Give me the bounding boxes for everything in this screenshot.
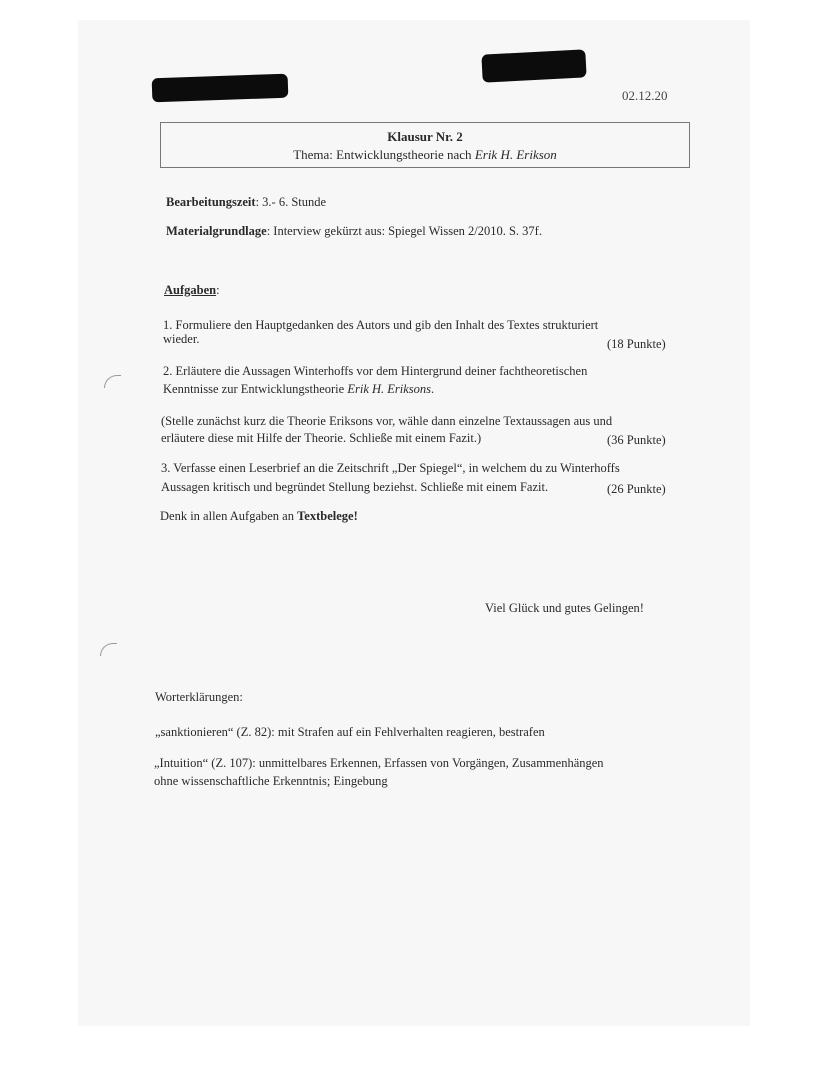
task2-line2-name: Erik H. Eriksons bbox=[347, 382, 432, 396]
title-box bbox=[160, 122, 690, 168]
working-time-label: Bearbeitungszeit bbox=[166, 195, 256, 209]
glossary-entry-sanktionieren: „sanktionieren“ (Z. 82): mit Strafen auf ein Fehlverhalten reagieren, bestrafen bbox=[155, 725, 545, 739]
working-time bbox=[166, 195, 326, 210]
reminder-prefix: Denk in allen Aufgaben an bbox=[160, 509, 298, 523]
task3-line1: 3. Verfasse einen Leserbrief an die Zeitschrift „Der Spiegel“, in welchem du zu Winterhoffs bbox=[161, 461, 620, 475]
task2-line1: 2. Erläutere die Aussagen Winterhoffs vor dem Hintergrund deiner fachtheoretischen bbox=[163, 364, 588, 378]
material-label: Materialgrundlage bbox=[166, 224, 267, 238]
task1-points: (18 Punkte) bbox=[607, 337, 666, 351]
material-basis bbox=[166, 224, 542, 239]
reminder-bold: Textbelege! bbox=[297, 509, 358, 523]
task2-note-line1: (Stelle zunächst kurz die Theorie Eriksons vor, wähle dann einzelne Textaussagen aus und bbox=[161, 414, 613, 428]
redacted-name-left bbox=[152, 74, 289, 103]
material-value: : Interview gekürzt aus: Spiegel Wissen 2/2010. S. 37f. bbox=[266, 224, 542, 238]
task2-line2-prefix: Kenntnisse zur Entwicklungstheorie bbox=[163, 382, 348, 396]
tasks-heading bbox=[164, 283, 220, 298]
task2-line2 bbox=[163, 382, 434, 397]
task1-line2: wieder. bbox=[163, 332, 200, 346]
exam-topic bbox=[161, 147, 689, 163]
closing-wish: Viel Glück und gutes Gelingen! bbox=[485, 601, 644, 615]
working-time-value: : 3.- 6. Stunde bbox=[255, 195, 327, 209]
exam-date: 02.12.20 bbox=[622, 88, 668, 103]
tasks-heading-colon: : bbox=[216, 283, 220, 297]
glossary-heading: Worterklärungen: bbox=[155, 690, 243, 704]
redacted-name-right bbox=[481, 49, 586, 82]
glossary-entry-intuition-line1: „Intuition“ (Z. 107): unmittelbares Erkennen, Erfassen von Vorgängen, Zusammenhängen bbox=[154, 756, 604, 770]
task1-line1: 1. Formuliere den Hauptgedanken des Autors und gib den Inhalt des Textes strukturiert bbox=[163, 318, 599, 332]
task2-line2-suffix: . bbox=[431, 382, 435, 396]
topic-name: Erik H. Erikson bbox=[474, 147, 557, 162]
exam-title: Klausur Nr. 2 bbox=[387, 129, 463, 144]
task3-points: (26 Punkte) bbox=[607, 482, 666, 496]
tasks-heading-text: Aufgaben bbox=[164, 283, 217, 297]
task2-note-line2: erläutere diese mit Hilfe der Theorie. Schließe mit einem Fazit.) bbox=[161, 431, 482, 445]
topic-prefix: Thema: Entwicklungstheorie nach bbox=[293, 147, 475, 162]
glossary-entry-intuition-line2: ohne wissenschaftliche Erkenntnis; Eingebung bbox=[154, 774, 388, 788]
text-evidence-reminder bbox=[160, 509, 358, 524]
task3-line2: Aussagen kritisch und begründet Stellung beziehst. Schließe mit einem Fazit. bbox=[161, 480, 549, 494]
task2-points: (36 Punkte) bbox=[607, 433, 666, 447]
